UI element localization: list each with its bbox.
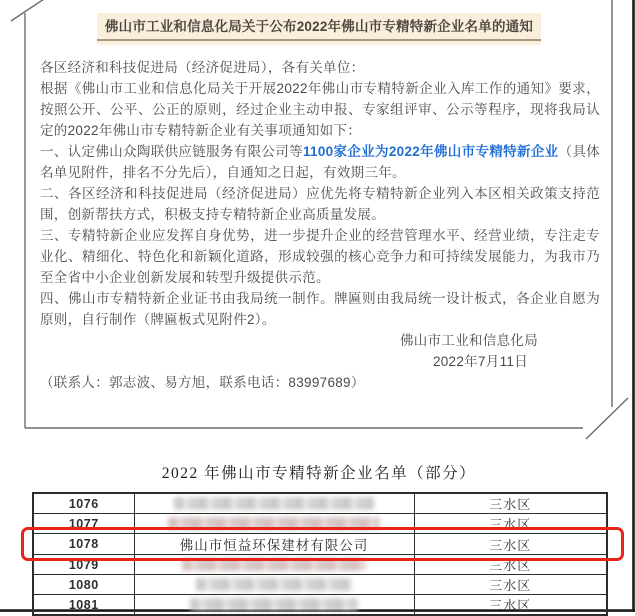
intro-paragraph: 根据《佛山市工业和信息化局关于开展2022年佛山市专精特新企业入库工作的通知》要求，按照公开、公平、公正的原则，经过企业主动申报、专家组评审、公示等程序，现将我局认定的2022年佛山市专精特新企业有关事项通知如下：: [40, 81, 600, 138]
district: 三水区: [414, 595, 607, 616]
page-top-corner-diagonal: [11, 0, 47, 21]
redacted-company-name: [196, 578, 352, 591]
row-number: 1081: [33, 595, 134, 616]
notice-title: 佛山市工业和信息化局关于公布2022年佛山市专精特新企业名单的通知: [97, 13, 541, 41]
table-row: [33, 534, 607, 555]
row-number: 1079: [33, 555, 134, 575]
district: 三水区: [414, 493, 607, 514]
redacted-company-name: [190, 598, 357, 611]
table-row: [33, 514, 607, 534]
notice-body: [40, 57, 600, 393]
district: 三水区: [414, 555, 607, 575]
company-name-redacted-cell: [134, 575, 414, 595]
row-number: 1078: [33, 534, 134, 555]
redacted-company-name: [182, 558, 366, 571]
redacted-company-name: [168, 517, 380, 530]
item-1-highlighted-text: 1100家企业为2022年佛山市专精特新企业: [302, 144, 559, 159]
table-row: [33, 555, 607, 575]
item-1-paragraph: [40, 141, 600, 183]
item-3-paragraph: 三、专精特新企业应发挥自身优势，进一步提升企业的经营管理水平、经营业绩，专注走专业化、精细化、特色化和新颖化道路，形成较强的核心竞争力和可持续发展能力，为我市乃至全省中小企业创新发展和转型升级提供示范。: [40, 228, 600, 285]
company-table: [32, 492, 608, 616]
redacted-company-name: [174, 497, 375, 510]
table-row: [33, 493, 607, 514]
item-4-paragraph: 四、佛山市专精特新企业证书由我局统一制作。牌匾则由我局统一设计板式，各企业自愿为原则，自行制作（牌匾板式见附件2）。: [40, 291, 600, 327]
salutation-line: 各区经济和科技促进局（经济促进局），各有关单位：: [40, 60, 365, 75]
item-1-prefix: 一、认定佛山众陶联供应链服务有限公司等: [40, 144, 303, 159]
company-name-redacted-cell: [134, 555, 414, 575]
company-name-redacted-cell: [134, 514, 414, 534]
company-table-body: [33, 493, 607, 615]
district: 三水区: [414, 575, 607, 595]
attachment-title: 2022 年佛山市专精特新企业名单（部分）: [161, 465, 477, 482]
contact-line: （联系人：郭志波、易方旭，联系电话：83997689）: [40, 375, 365, 390]
row-number: 1080: [33, 575, 134, 595]
district: 三水区: [414, 534, 607, 555]
company-name-redacted-cell: [134, 493, 414, 514]
district: 三水区: [414, 514, 607, 534]
issue-date: 2022年7月11日: [432, 354, 528, 369]
item-2-paragraph: 二、各区经济和科技促进局（经济促进局）应优先将专精特新企业列入本区相关政策支持范围，创新帮扶方式，积极支持专精特新企业高质量发展。: [40, 186, 600, 222]
table-row: [33, 575, 607, 595]
notice-title-band: [97, 13, 541, 45]
company-name: 佛山市恒益环保建材有限公司: [134, 534, 414, 555]
row-number: 1076: [33, 493, 134, 514]
row-number: 1077: [33, 514, 134, 534]
issuer-signature: 佛山市工业和信息化局: [400, 333, 538, 348]
item-1-suffix: （具体名单见附件，排名不分先后），自通知之日起，有效期三年。: [40, 144, 601, 180]
page-bottom-corner-diagonal: [586, 398, 628, 439]
